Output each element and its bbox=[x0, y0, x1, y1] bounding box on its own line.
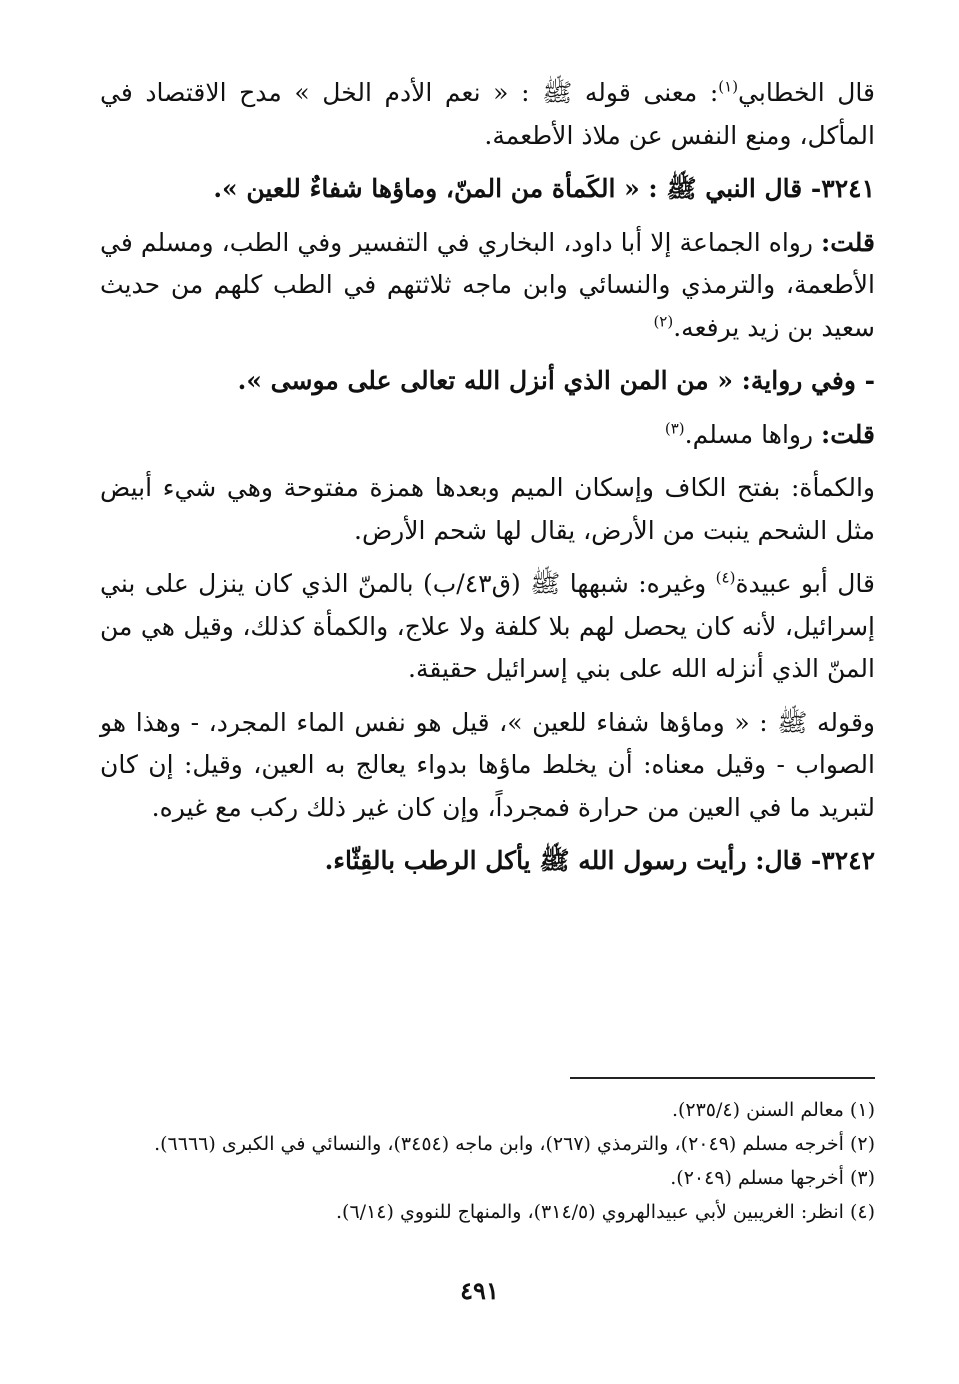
footnote-marker: (٢) bbox=[653, 312, 674, 331]
footnotes bbox=[100, 1093, 875, 1229]
hadith-paragraph bbox=[100, 840, 875, 883]
footnote: (٢) أخرجه مسلم (٢٠٤٩)، والترمذي (٢٦٧)، وابن ماجه (٣٤٥٤)، والنسائي في الكبرى (٦٦٦٦). bbox=[154, 1133, 875, 1155]
footnote-separator bbox=[570, 1077, 875, 1079]
hadith-paragraph bbox=[100, 168, 875, 211]
footnote-marker: (١) bbox=[718, 77, 739, 96]
paragraph-text: ٣٢٤٢- قال: رأيت رسول الله ﷺ يأكل الرطب بالقِثّاء. bbox=[324, 846, 875, 875]
footnote: (٤) انظر: الغريبين لأبي عبيدالهروي (٣١٤/٥)، والمنهاج للنووي (٦/١٤). bbox=[336, 1201, 875, 1223]
paragraph-text: وقوله ﷺ : « وماؤها شفاء للعين »، قيل هو نفس الماء المجرد، - وهذا هو الصواب - وقيل معناه: أن يخلط ماؤها بدواء يعالج به العين، وقيل: إن كان لتبريد ما في العين من حرارة فمجرداً، وإن كان غير ذلك ركب مع غيره. bbox=[100, 707, 875, 822]
text-paragraph bbox=[100, 72, 875, 157]
footnote-marker: (٤) bbox=[715, 568, 736, 587]
text-paragraph bbox=[100, 563, 875, 691]
paragraph-text: والكمأة: بفتح الكاف وإسكان الميم وبعدها همزة مفتوحة وهي شيء أبيض مثل الشحم ينبت من الأرض، يقال لها شحم الأرض. bbox=[100, 473, 875, 545]
footnote-marker: (٣) bbox=[664, 419, 685, 438]
qultu-label: قلت: bbox=[820, 419, 875, 449]
text-paragraph bbox=[100, 702, 875, 830]
paragraph-text: رواها مسلم. bbox=[684, 419, 821, 449]
paragraph-text: رواه الجماعة إلا أبا داود، البخاري في التفسير وفي الطب، ومسلم في الأطعمة، والترمذي والنسائي وابن ماجه ثلاثتهم في الطب كلهم من حديث سعيد بن زيد يرفعه. bbox=[100, 227, 875, 342]
text-paragraph bbox=[100, 414, 875, 457]
text-paragraph bbox=[100, 222, 875, 350]
hadith-paragraph bbox=[100, 360, 875, 403]
paragraph-text: قال الخطابي bbox=[738, 78, 876, 107]
paragraph-text: : معنى قوله ﷺ : « نعم الأدم الخل » مدح الاقتصاد في المأكل، ومنع النفس عن ملاذ الأطعمة. bbox=[100, 78, 875, 150]
qultu-label: قلت: bbox=[820, 227, 875, 257]
text-paragraph bbox=[100, 467, 875, 552]
paragraph-text: قال أبو عبيدة bbox=[735, 569, 875, 598]
paragraph-text: - وفي رواية: « من المن الذي أنزل الله تعالى على موسى ». bbox=[237, 366, 875, 395]
main-text bbox=[100, 72, 875, 894]
footnote: (١) معالم السنن (٢٣٥/٤). bbox=[671, 1099, 875, 1121]
paragraph-text: ٣٢٤١- قال النبي ﷺ : « الكَمأة من المنّ، وماؤها شفاءٌ للعين ». bbox=[213, 174, 875, 203]
paragraph-text: وغيره: شبهها ﷺ (ق٤٣/ب) بالمنّ الذي كان ينزل على بني إسرائيل، لأنه كان يحصل لهم بلا كلفة ولا علاج، والكمأة كذلك، وقيل هي من المنّ الذي أنزله الله على بني إسرائيل حقيقة. bbox=[100, 569, 875, 683]
page-number: ٤٩١ bbox=[460, 1276, 499, 1305]
footnote: (٣) أخرجها مسلم (٢٠٤٩). bbox=[670, 1167, 875, 1189]
